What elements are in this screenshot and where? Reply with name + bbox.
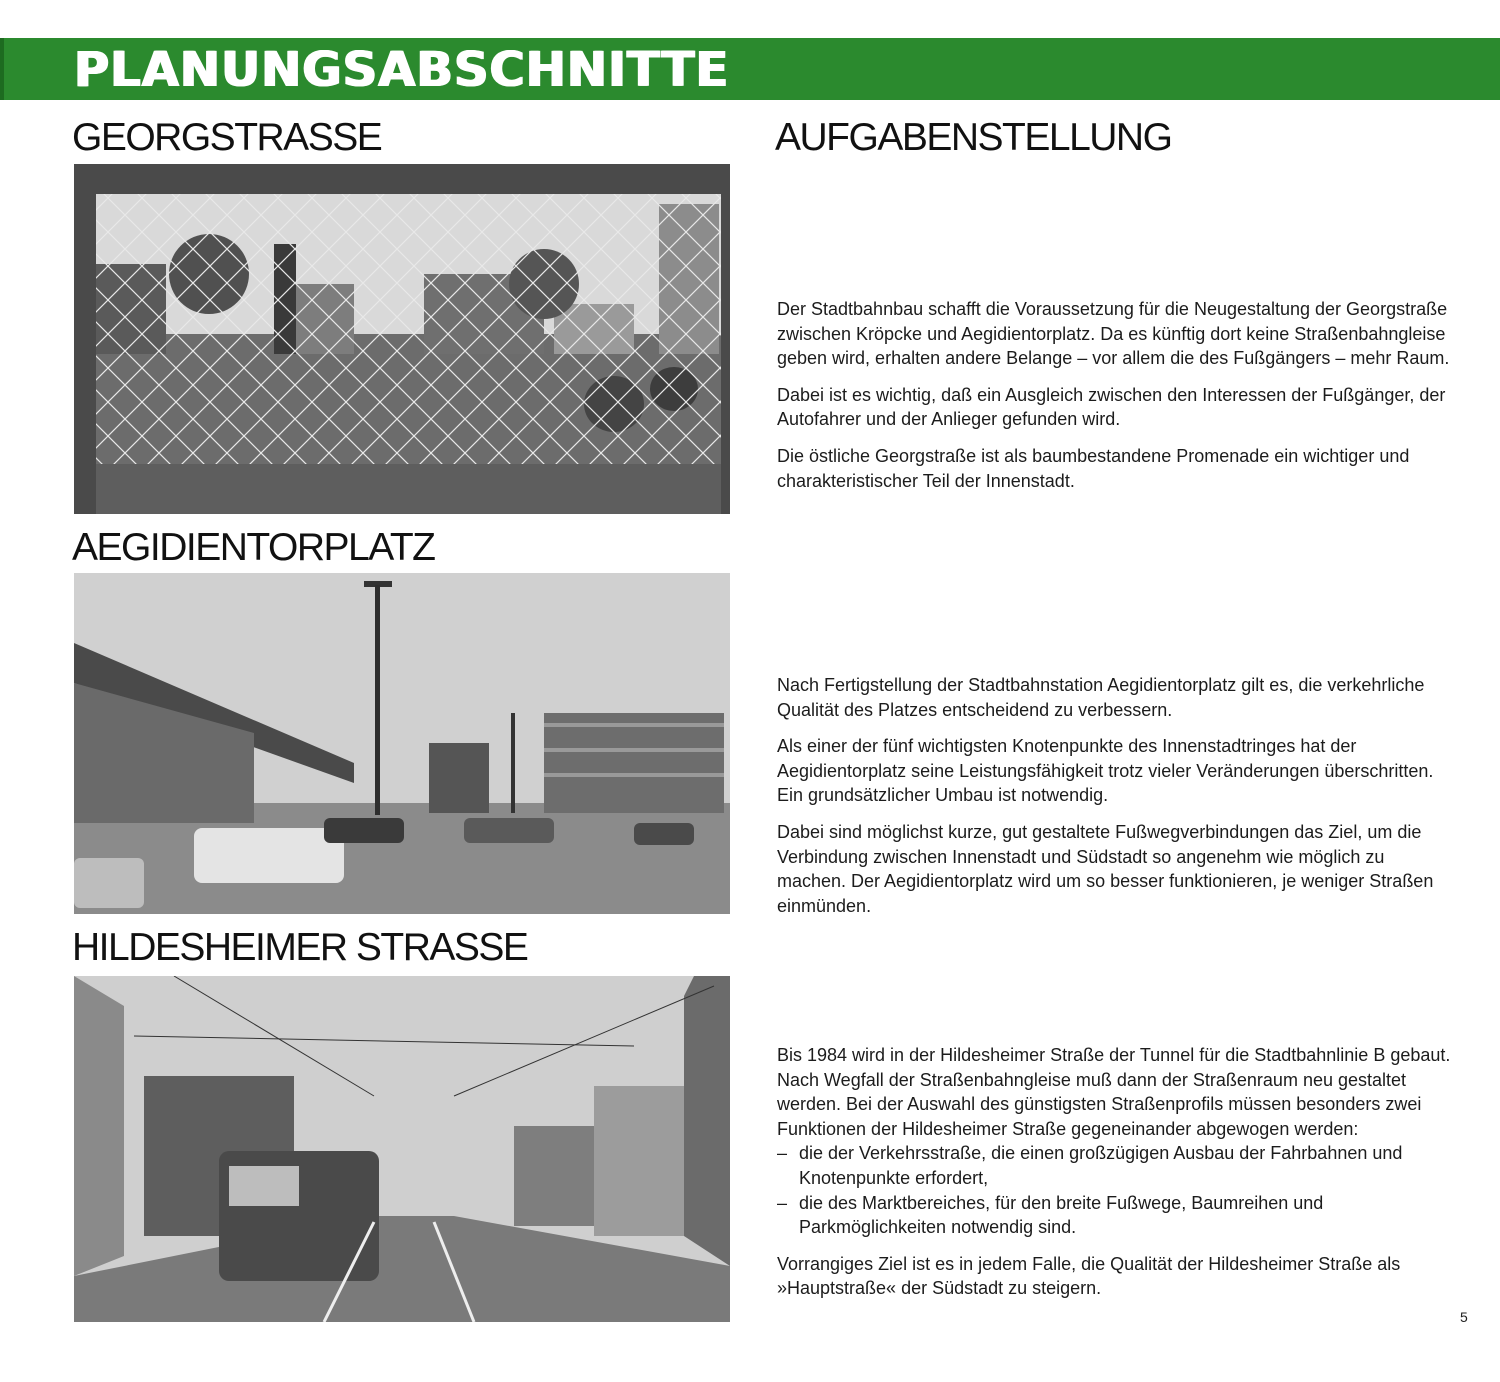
paragraph: Vorrangiges Ziel ist es in jedem Falle, die Qualität der Hildesheimer Straße als »Hauptstraße« der Südstadt zu steigern.: [777, 1253, 1401, 1299]
text-block-georgstrasse: [777, 297, 1457, 505]
banner-title: PLANUNGSABSCHNITTE: [74, 42, 730, 98]
paragraph: Dabei ist es wichtig, daß ein Ausgleich zwischen den Interessen der Fußgänger, der Autofahrer und der Anlieger gefunden wird.: [777, 384, 1446, 430]
header-banner: [0, 38, 1500, 100]
photo-georgstrasse: [74, 164, 730, 514]
paragraph: Die östliche Georgstraße ist als baumbestandene Promenade ein wichtiger und charakteristischer Teil der Innenstadt.: [777, 445, 1410, 491]
paragraph: Dabei sind möglichst kurze, gut gestaltete Fußwegverbindungen das Ziel, um die Verbindung zwischen Innenstadt und Südstadt so angenehm wie möglich zu machen. Der Aegidientorplatz wird um so besser funktionieren, je weniger Straßen einmünden.: [777, 821, 1434, 916]
paragraph: Nach Fertigstellung der Stadtbahnstation Aegidientorplatz gilt es, die verkehrliche Qualität des Platzes entscheidend zu verbessern.: [777, 675, 1425, 720]
section-title-georgstrasse: GEORGSTRASSE: [72, 116, 382, 159]
paragraph: Als einer der fünf wichtigsten Knotenpunkte des Innenstadtringes hat der Aegidientorplatz seine Leistungsfähigkeit trotz vieler Veränderungen überschritten. Ein grundsätzlicher Umbau ist notwendig.: [777, 736, 1434, 806]
list-item: – die des Marktbereiches, für den breite Fußwege, Baumreihen und Parkmöglichkeiten notwendig sind.: [777, 1191, 1457, 1240]
aufgabenstellung-heading: AUFGABENSTELLUNG: [775, 116, 1172, 159]
paragraph: Bis 1984 wird in der Hildesheimer Straße der Tunnel für die Stadtbahnlinie B gebaut. Nach Wegfall der Straßenbahngleise muß dann der Straßenraum neu gestaltet werden. Bei der Auswahl des günstigsten Straßenprofils müssen besonders zwei Funktionen der Hildesheimer Straße gegeneinander abgewogen werden:: [777, 1045, 1451, 1139]
bullet-list: [777, 1141, 1457, 1239]
text-block-aegidientorplatz: [777, 673, 1457, 930]
photo-hildesheimer-strasse: [74, 976, 730, 1322]
text-block-hildesheimer-strasse: [777, 1043, 1457, 1313]
section-title-hildesheimer-strasse: HILDESHEIMER STRASSE: [72, 926, 528, 969]
page-number: 5: [1460, 1309, 1468, 1325]
list-item: – die der Verkehrsstraße, die einen großzügigen Ausbau der Fahrbahnen und Knotenpunkte erfordert,: [777, 1141, 1457, 1190]
photo-aegidientorplatz: [74, 573, 730, 914]
section-title-aegidientorplatz: AEGIDIENTORPLATZ: [72, 526, 435, 569]
paragraph: Der Stadtbahnbau schafft die Voraussetzung für die Neugestaltung der Georgstraße zwischen Kröpcke und Aegidientorplatz. Da es künftig dort keine Straßenbahngleise geben wird, erhalten andere Belange – vor allem die des Fußgängers – mehr Raum.: [777, 299, 1450, 369]
